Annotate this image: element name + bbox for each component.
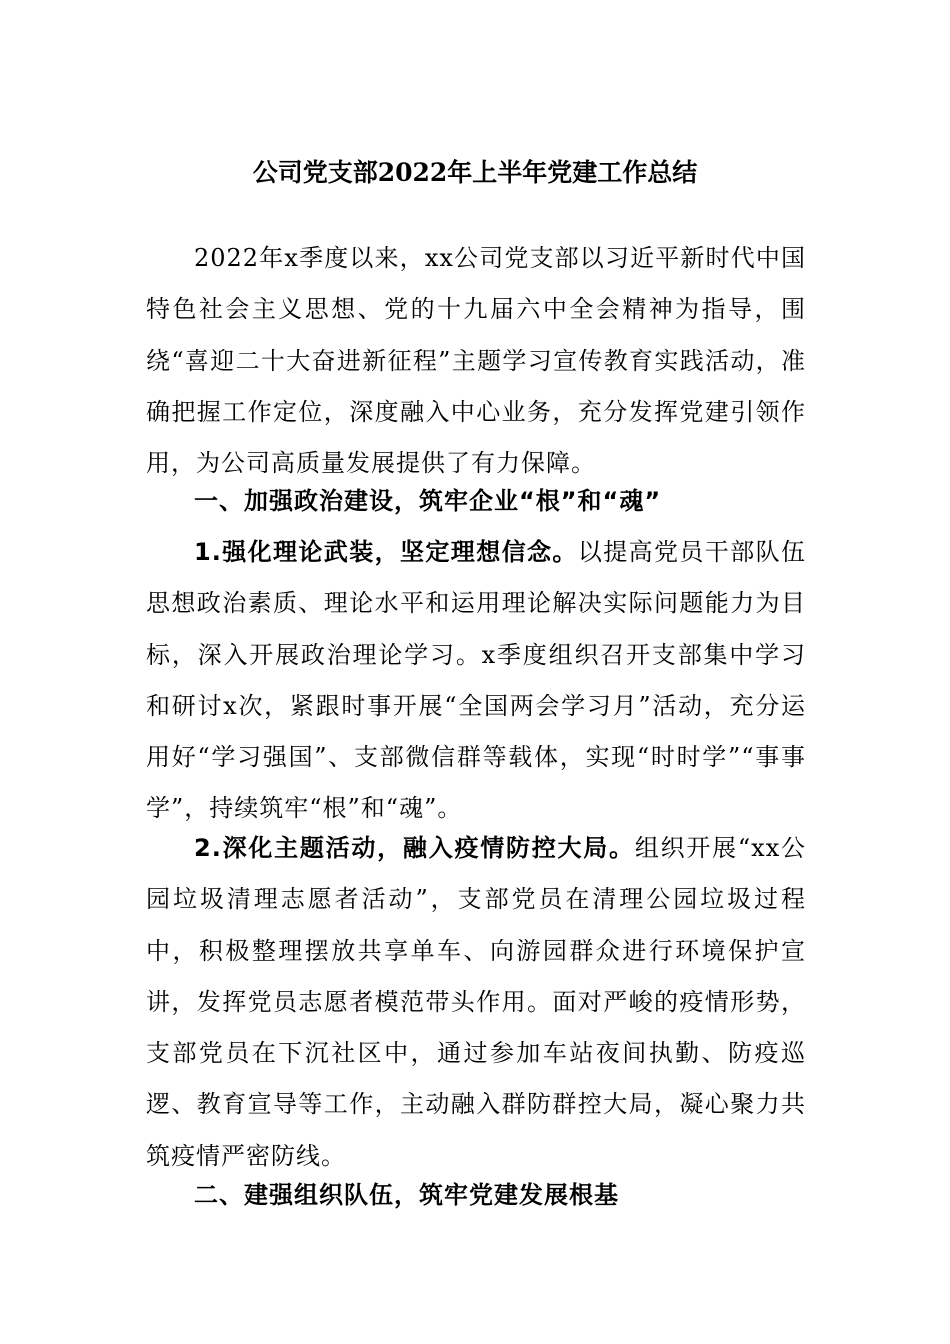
section-1-item-1-text: 以提高党员干部队伍思想政治素质、理论水平和运用理论解决实际问题能力为目标，深入开展政治理论学习。x季度组织召开支部集中学习和研讨x次，紧跟时事开展“全国两会学习月”活动，充分运用好“学习强国”、支部微信群等载体，实现“时时学”“事事学”，持续筑牢“根”和“魂”。: [146, 538, 807, 823]
section-1-heading: 一、加强政治建设，筑牢企业“根”和“魂”: [194, 487, 662, 515]
section-1-item-2: [146, 823, 806, 1182]
section-1-item-2-lead: 2.深化主题活动，融入疫情防控大局。: [194, 834, 635, 862]
section-1-item-1: [146, 527, 806, 835]
section-1-item-2-text: 组织开展“xx公园垃圾清理志愿者活动”，支部党员在清理公园垃圾过程中，积极整理摆放共享单车、向游园群众进行环境保护宣讲，发挥党员志愿者模范带头作用。面对严峻的疫情形势，支部党员在下沉社区中，通过参加车站夜间执勤、防疫巡逻、教育宣导等工作，主动融入群防群控大局，凝心聚力共筑疫情严密防线。: [146, 834, 806, 1170]
intro-paragraph: 2022年x季度以来，xx公司党支部以习近平新时代中国特色社会主义思想、党的十九届六中全会精神为指导，围绕“喜迎二十大奋进新征程”主题学习宣传教育实践活动，准确把握工作定位，深度融入中心业务，充分发挥党建引领作用，为公司高质量发展提供了有力保障。: [146, 244, 806, 478]
section-2-heading: 二、建强组织队伍，筑牢党建发展根基: [194, 1181, 619, 1209]
section-1-item-1-lead: 1.强化理论武装，坚定理想信念。: [194, 538, 578, 566]
document-title: 公司党支部2022年上半年党建工作总结: [252, 158, 698, 187]
